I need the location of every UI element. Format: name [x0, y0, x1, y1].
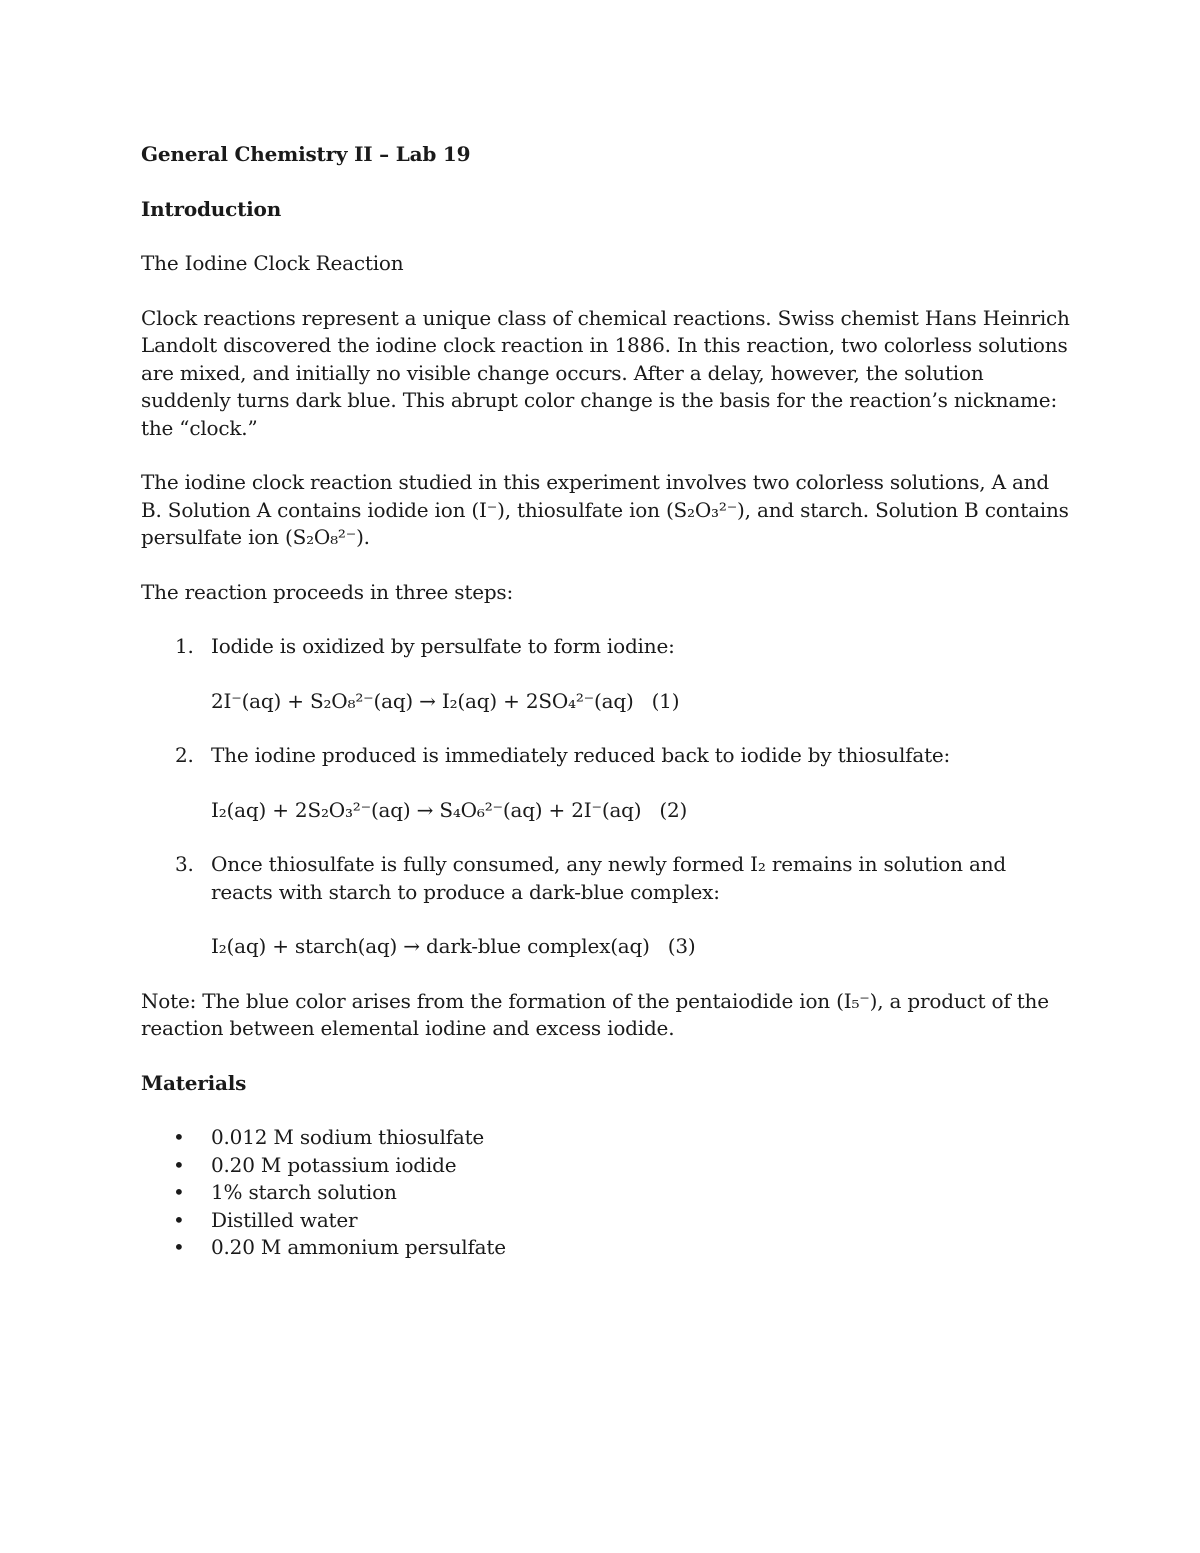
material-text: 0.20 M ammonium persulfate: [211, 1235, 506, 1259]
bullet-icon: •: [173, 1207, 185, 1232]
bullet-icon: •: [173, 1152, 185, 1177]
reaction-step: [141, 633, 1071, 715]
note-paragraph: Note: The blue color arises from the formation of the pentaiodide ion (I₅⁻), a product of the reaction between elemental iodine and excess iodide.: [141, 988, 1049, 1040]
document-page: [141, 141, 1071, 1262]
material-text: 0.20 M potassium iodide: [211, 1152, 457, 1177]
intro-paragraph: Clock reactions represent a unique class of chemical reactions. Swiss chemist Hans Heinrich Landolt discovered the iodine clock reaction in 1886. In this reaction, two colorless solutions are mixed, and initially no visible change occurs. After a delay, however, the solution suddenly turns dark blue. This abrupt color change is the basis for the reaction’s nickname: the “clock.”: [141, 305, 1070, 440]
equation-3: [211, 933, 1071, 961]
equation-text: I₂(aq) + 2S₂O₃²⁻(aq) → S₄O₆²⁻(aq) + 2I⁻(aq): [211, 797, 642, 822]
material-text: 1% starch solution: [211, 1180, 397, 1204]
material-text: 0.012 M sodium thiosulfate: [211, 1125, 485, 1149]
bullet-icon: •: [173, 1125, 185, 1149]
reaction-step: [141, 851, 1071, 961]
material-item: [141, 1234, 1071, 1262]
equation-text: 2I⁻(aq) + S₂O₈²⁻(aq) → I₂(aq) + 2SO₄²⁻(aq): [211, 688, 634, 713]
material-item: [141, 1207, 1071, 1235]
step-number: 1.: [175, 634, 194, 658]
solutions-paragraph: The iodine clock reaction studied in this experiment involves two colorless solutions, A and B. Solution A contains iodide ion (I⁻), thiosulfate ion (S₂O₃²⁻), and starch. Solution B contains persulfate ion (S₂O₈²⁻).: [141, 470, 1069, 549]
introduction-heading: Introduction: [141, 196, 282, 221]
material-item: [141, 1124, 1071, 1152]
material-item: [141, 1152, 1071, 1180]
equation-number: (2): [659, 797, 688, 822]
equation-number: (1): [651, 688, 680, 713]
bullet-icon: •: [173, 1180, 185, 1204]
reaction-steps-list: [141, 633, 1071, 961]
equation-number: (3): [667, 934, 696, 958]
step-number: 3.: [175, 852, 194, 876]
equation-1: [211, 688, 1071, 716]
materials-list: [141, 1124, 1071, 1262]
materials-heading: Materials: [141, 1070, 247, 1095]
steps-intro: The reaction proceeds in three steps:: [141, 579, 514, 604]
material-item: [141, 1179, 1071, 1207]
step-text: Iodide is oxidized by persulfate to form iodine:: [211, 634, 675, 658]
equation-text: I₂(aq) + starch(aq) → dark-blue complex(aq): [211, 934, 650, 958]
equation-2: [211, 797, 1071, 825]
step-text: The iodine produced is immediately reduced back to iodide by thiosulfate:: [211, 743, 951, 767]
bullet-icon: •: [173, 1235, 185, 1259]
step-number: 2.: [175, 743, 194, 767]
document-title: General Chemistry II – Lab 19: [141, 142, 471, 166]
step-text: Once thiosulfate is fully consumed, any newly formed I₂ remains in solution and reacts with starch to produce a dark-blue complex:: [211, 852, 1006, 904]
reaction-subheading: The Iodine Clock Reaction: [141, 251, 404, 275]
material-text: Distilled water: [211, 1207, 358, 1232]
reaction-step: [141, 742, 1071, 824]
